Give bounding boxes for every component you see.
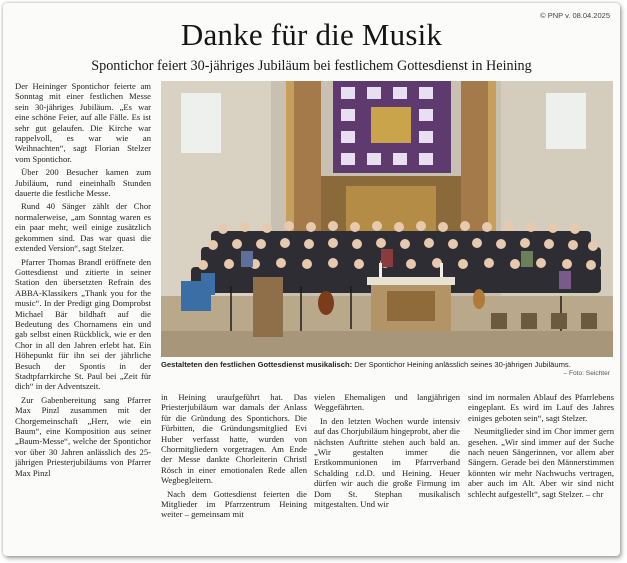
subheadline: Spontichor feiert 30-jähriges Jubiläum bei festlichem Gottesdienst in Heining <box>91 58 532 74</box>
paragraph: vielen Ehemaligen und langjährigen Weggefährten. <box>314 392 460 413</box>
photo-caption <box>161 360 613 370</box>
paragraph: Der Heininger Spontichor feierte am Sonntag mit einer festlichen Messe sein 30-jähriges Jubiläum. „Es war eine schöne Feier, auf alle Fälle. Es ist sehr gut gelaufen. Die Kirche war rappelvoll, es war wie an Weihnachten“, sagt Florian Stelzer vom Spontichor. <box>15 81 151 164</box>
paragraph: Über 200 Besucher kamen zum Jubiläum, rund eineinhalb Stunden dauerte die festliche Messe. <box>15 167 151 199</box>
paragraph: Nach dem Gottesdienst feierten die Mitglieder im Pfarrzentrum Heining weiter – gemeinsam mit <box>161 488 307 520</box>
article-column-1 <box>15 81 151 551</box>
article-column-2 <box>161 392 307 552</box>
church-interior-illustration <box>161 81 613 357</box>
paragraph: Pfarrer Thomas Brandl eröffnete den Gottesdienst und zitierte in seiner Station den übersetzten Refrain des ABBA-Klassikers „Thank you for the music“. In der Predigt ging Domprobst Michael Bär bildhaft auf die Bedeutung des Chornamens ein und gab selbst einen Rückblick, wie er den Chor in all den Jahren erlebt hat. Ein Höhepunkt für ihn sei der jährliche Besuch der Spontis in der Stadtpfarrkirche St. Paul bei „Zeit für dich“ in der Adventszeit. <box>15 256 151 392</box>
caption-lead: Gestalteten den festlichen Gottesdienst musikalisch: <box>161 360 353 369</box>
article-column-4 <box>468 392 614 552</box>
paragraph: In den letzten Wochen wurde intensiv auf das Chorjubiläum hingeprobt, aber die nächsten Auftritte stehen auch bald an. „Wir gestalten immer die Erstkommunionen im Pfarrverband Schalding r.d.D. und Heining. Heuer dürfen wir auch die große Firmung im Dom St. Stephan musikalisch mitgestalten. Und wir <box>314 415 460 510</box>
source-date: © PNP v. 08.04.2025 <box>540 11 610 20</box>
paragraph: sind im normalen Ablauf des Pfarrlebens eingeplant. Es wird im Lauf des Jahres einiges geboten sein“, sagt Stelzer. <box>468 392 614 423</box>
headline: Danke für die Musik <box>180 17 443 52</box>
paragraph: Zur Gabenbereitung sang Pfarrer Max Pinzl zusammen mit der Chorgemeinschaft „Herr, wie ein Baum“, eine Komposition aus seiner „Baum-Messe“, welche der Spontichor vor über 30 Jahren anlässlich des 25-jährigen Priesterjubiläums von Pfarrer Max Pinzl <box>15 394 151 478</box>
newspaper-clipping <box>3 3 620 556</box>
photo-credit: – Foto: Seichter <box>563 370 610 377</box>
caption-text: Der Spontichor Heining anlässlich seines 30-jährigen Jubiläums. <box>352 360 571 369</box>
paragraph: Neumitglieder sind im Chor immer gern gesehen. „Wir sind immer auf der Suche nach neuen Sängerinnen, vor allem aber Sängern. Gerade bei den Männerstimmen könnten wir mehr Nachwuchs vertragen, aber auch im Alt. Aber wir sind nicht schlecht aufgestellt“, sagt Stelzer. – chr <box>468 426 614 499</box>
paragraph: Rund 40 Sänger zählt der Chor normalerweise, „am Sonntag waren es ein paar mehr, weil einige zusätzlich gekommen sind. Das war quasi die extended Version“, sagt Stelzer. <box>15 201 151 254</box>
choir-photo <box>161 81 613 357</box>
paragraph: in Heining uraufgeführt hat. Das Priesterjubiläum war damals der Anlass für die Gründung des Spontichors. Die Fürbitten, die Gründungsmitglied Evi Huber verfasst hatte, wurden von Chormitgliedern vorgetragen. Am Ende der Messe dankte Chorleiterin Christl Rösch in einer emotionalen Rede allen Wegbegleitern. <box>161 392 307 486</box>
article-column-3 <box>314 392 460 552</box>
